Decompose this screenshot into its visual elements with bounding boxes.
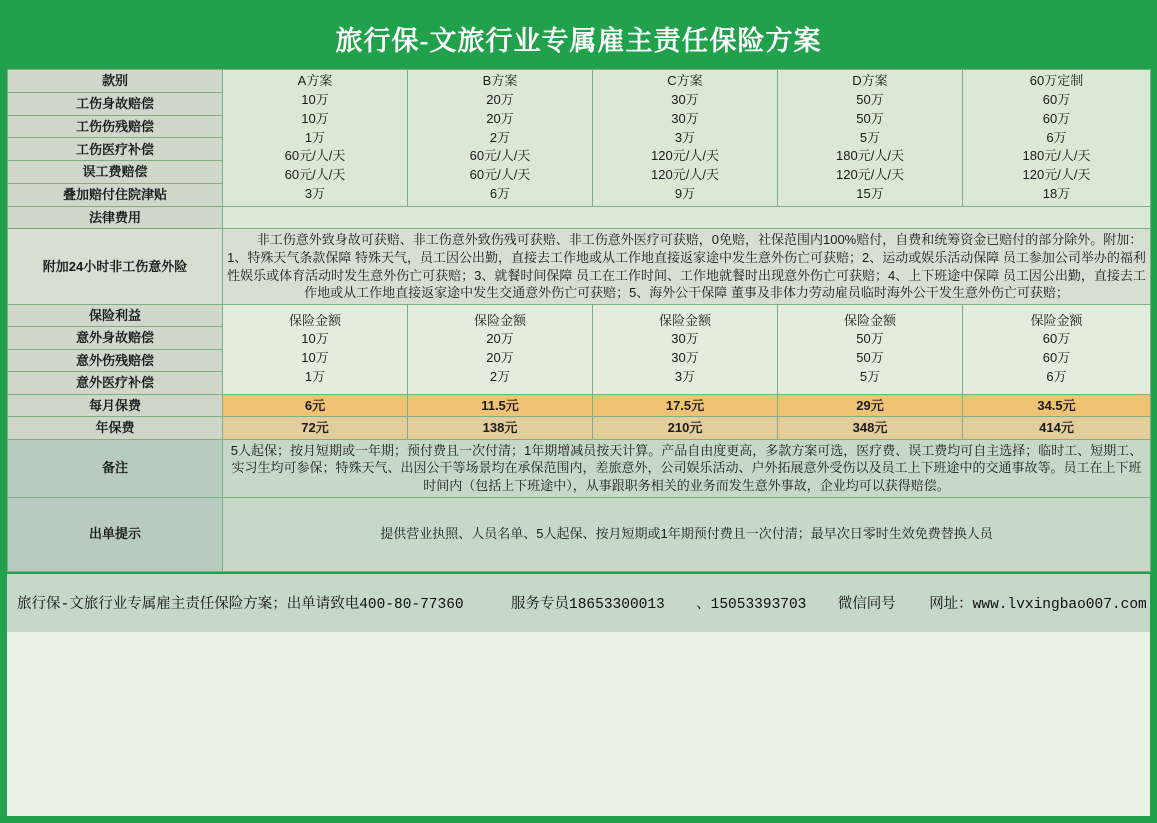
plan-b-work-injury-death: 20万 [486, 91, 514, 107]
plan-d-legal-fee: 15万 [856, 186, 884, 202]
row-label-accident-death: 意外身故赔偿 [8, 327, 223, 350]
yearly-premium-c: 210元 [593, 417, 778, 440]
monthly-premium-a: 6元 [223, 394, 408, 417]
plan-a-legal-fee: 3万 [304, 186, 326, 202]
yearly-premium-a: 72元 [223, 417, 408, 440]
benefit-a-accident-disability: 10万 [301, 350, 329, 366]
plan-a-work-injury-medical: 1万 [304, 129, 326, 145]
plan-custom-legal-fee: 18万 [1042, 186, 1071, 202]
footer-website: 网址：www.lvxingbao007.com [929, 597, 1147, 614]
benefit-b-accident-death: 20万 [486, 331, 514, 347]
rider-text [223, 229, 1151, 304]
plan-name-b: B方案 [482, 73, 518, 88]
plan-d-hospital-allowance: 120元/人/天 [836, 167, 904, 183]
row-label-insurance-benefit: 保险利益 [8, 304, 223, 327]
table-row-monthly-premium [8, 394, 1151, 417]
row-label-accident-medical: 意外医疗补偿 [8, 372, 223, 395]
legal-fee-spacer [223, 206, 1151, 229]
benefit-c-accident-medical: 3万 [674, 369, 696, 385]
benefit-custom-accident-disability: 60万 [1042, 350, 1071, 366]
plan-cell-d [778, 70, 963, 207]
plan-cell-b [408, 70, 593, 207]
benefit-cell-d [778, 304, 963, 394]
yearly-premium-d: 348元 [778, 417, 963, 440]
plan-b-work-injury-medical: 2万 [489, 129, 511, 145]
row-label-hospital-allowance: 叠加赔付住院津贴 [8, 184, 223, 207]
row-label-order-tips: 出单提示 [8, 497, 223, 571]
plan-b-hospital-allowance: 60元/人/天 [469, 167, 531, 183]
monthly-premium-custom: 34.5元 [963, 394, 1151, 417]
plan-cell-c [593, 70, 778, 207]
footer-contact-main: 旅行保-文旅行业专属雇主责任保险方案；出单请致电400-80-77360 [17, 597, 464, 614]
table-row-plan-group [8, 70, 1151, 93]
benefit-custom-accident-medical: 6万 [1046, 369, 1067, 385]
plan-c-lost-work-fee: 120元/人/天 [651, 148, 719, 164]
benefit-cell-c [593, 304, 778, 394]
poster-footer [7, 572, 1150, 632]
row-label-work-injury-medical: 工伤医疗补偿 [8, 138, 223, 161]
row-label-accident-disability: 意外伤残赔偿 [8, 349, 223, 372]
benefit-d-accident-medical: 5万 [859, 369, 881, 385]
footer-agent-phone-2: 、15053393703 [696, 597, 807, 614]
benefit-c-accident-death: 30万 [671, 331, 699, 347]
plan-name-a: A方案 [297, 73, 333, 88]
benefit-cell-custom [963, 304, 1151, 394]
row-label-extra-rider: 附加24小时非工伤意外险 [8, 229, 223, 304]
plan-d-work-injury-disability: 50万 [856, 110, 884, 126]
plan-b-lost-work-fee: 60元/人/天 [469, 148, 531, 164]
row-label-work-injury-disability: 工伤伤残赔偿 [8, 115, 223, 138]
row-label-yearly-premium: 年保费 [8, 417, 223, 440]
row-label-lost-work-fee: 误工费赔偿 [8, 161, 223, 184]
plan-name-c: C方案 [667, 73, 703, 88]
page-title: 旅行保-文旅行业专属雇主责任保险方案 [335, 25, 822, 56]
poster-title-bar [7, 7, 1150, 69]
benefit-d-accident-disability: 50万 [856, 350, 884, 366]
table-row-rider [8, 229, 1151, 304]
plan-a-work-injury-death: 10万 [301, 91, 329, 107]
row-label-work-injury-death: 工伤身故赔偿 [8, 92, 223, 115]
benefit-cell-a [223, 304, 408, 394]
plan-c-work-injury-medical: 3万 [674, 129, 696, 145]
plan-d-lost-work-fee: 180元/人/天 [836, 148, 904, 164]
table-row-benefit-group [8, 304, 1151, 327]
row-label-legal-fee: 法律费用 [8, 206, 223, 229]
benefit-cell-b [408, 304, 593, 394]
row-label-plan: 款别 [8, 70, 223, 93]
benefit-head-c: 保险金额 [658, 312, 711, 328]
benefit-b-accident-disability: 20万 [486, 350, 514, 366]
benefit-head-a: 保险金额 [288, 312, 341, 328]
row-label-monthly-premium: 每月保费 [8, 394, 223, 417]
plan-c-work-injury-death: 30万 [671, 91, 699, 107]
row-label-remark: 备注 [8, 439, 223, 497]
plan-d-work-injury-medical: 5万 [859, 129, 881, 145]
plan-b-legal-fee: 6万 [489, 186, 511, 202]
plan-custom-work-injury-disability: 60万 [1042, 110, 1071, 126]
table-row-remark [8, 439, 1151, 497]
benefit-head-d: 保险金额 [843, 312, 896, 328]
yearly-premium-b: 138元 [408, 417, 593, 440]
table-row-legal-fee [8, 206, 1151, 229]
benefit-b-accident-medical: 2万 [489, 369, 511, 385]
benefit-head-custom: 保险金额 [1030, 312, 1083, 328]
yearly-premium-custom: 414元 [963, 417, 1151, 440]
plan-custom-work-injury-death: 60万 [1042, 91, 1071, 107]
benefit-a-accident-medical: 1万 [304, 369, 326, 385]
footer-line [17, 592, 1147, 613]
plan-name-custom: 60万定制 [1029, 73, 1084, 88]
plan-d-work-injury-death: 50万 [856, 91, 884, 107]
table-row-yearly-premium [8, 417, 1151, 440]
benefit-d-accident-death: 50万 [856, 331, 884, 347]
plan-a-work-injury-disability: 10万 [301, 110, 329, 126]
footer-agent-phone-1: 服务专员18653300013 [511, 597, 665, 614]
remark-paragraph: 5人起保；按月短期或一年期；预付费且一次付清；1年期增减员按天计算。产品自由度更高，多款方案可选，医疗费、误工费均可自主选择；临时工、短期工、实习生均可参保；特殊天气、出因公干等场景均在承保范围内，差旅意外，公司娱乐活动、户外拓展意外受伤以及员工上下班途中的交通事故等。员工在上下班时间内（包括上下班途中），从事跟职务相关的业务而发生意外事故，企业均可以获得赔偿。 [230, 442, 1143, 494]
plan-table [7, 69, 1151, 572]
plan-cell-a [223, 70, 408, 207]
benefit-c-accident-disability: 30万 [671, 350, 699, 366]
plan-cell-custom [963, 70, 1151, 207]
plan-custom-lost-work-fee: 180元/人/天 [1022, 148, 1091, 164]
plan-c-legal-fee: 9万 [674, 186, 696, 202]
plan-name-d: D方案 [852, 73, 888, 88]
plan-b-work-injury-disability: 20万 [486, 110, 514, 126]
order-tips-text: 提供营业执照、人员名单、5人起保、按月短期或1年期预付费且一次付清；最早次日零时生效免费替换人员 [223, 497, 1151, 571]
table-row-order-tips [8, 497, 1151, 571]
plan-c-work-injury-disability: 30万 [671, 110, 699, 126]
plan-a-lost-work-fee: 60元/人/天 [284, 148, 346, 164]
benefit-custom-accident-death: 60万 [1042, 331, 1071, 347]
plan-custom-hospital-allowance: 120元/人/天 [1022, 167, 1091, 183]
remark-text [223, 439, 1151, 497]
monthly-premium-b: 11.5元 [408, 394, 593, 417]
monthly-premium-c: 17.5元 [593, 394, 778, 417]
rider-paragraph: 非工伤意外致身故可获赔、非工伤意外致伤残可获赔、非工伤意外医疗可获赔，0免赔，社保范围内100%赔付，自费和统筹资金已赔付的部分除外。附加：1、特殊天气条款保障 特殊天气，员工因公出勤，直接去工作地或从工作地直接返家途中发生意外伤亡可获赔；2、运动或娱乐活动保障 员工参加公司举办的福利性娱乐或体育活动时发生意外伤亡可获赔；3、就餐时间保障 员工在工作时间、工作地就餐时出现意外伤亡可获赔；4、上下班途中保障 员工因公出勤，直接去工作地或从工作地直接返家途中发生交通意外伤亡可获赔；5、海外公干保障 董事及非体力劳动雇员临时海外公干发生意外伤亡可获赔； [227, 232, 1146, 301]
benefit-a-accident-death: 10万 [301, 331, 329, 347]
plan-custom-work-injury-medical: 6万 [1046, 129, 1067, 145]
monthly-premium-d: 29元 [778, 394, 963, 417]
footer-wechat-note: 微信同号 [837, 597, 896, 614]
plan-c-hospital-allowance: 120元/人/天 [651, 167, 719, 183]
plan-a-hospital-allowance: 60元/人/天 [284, 167, 346, 183]
benefit-head-b: 保险金额 [473, 312, 526, 328]
